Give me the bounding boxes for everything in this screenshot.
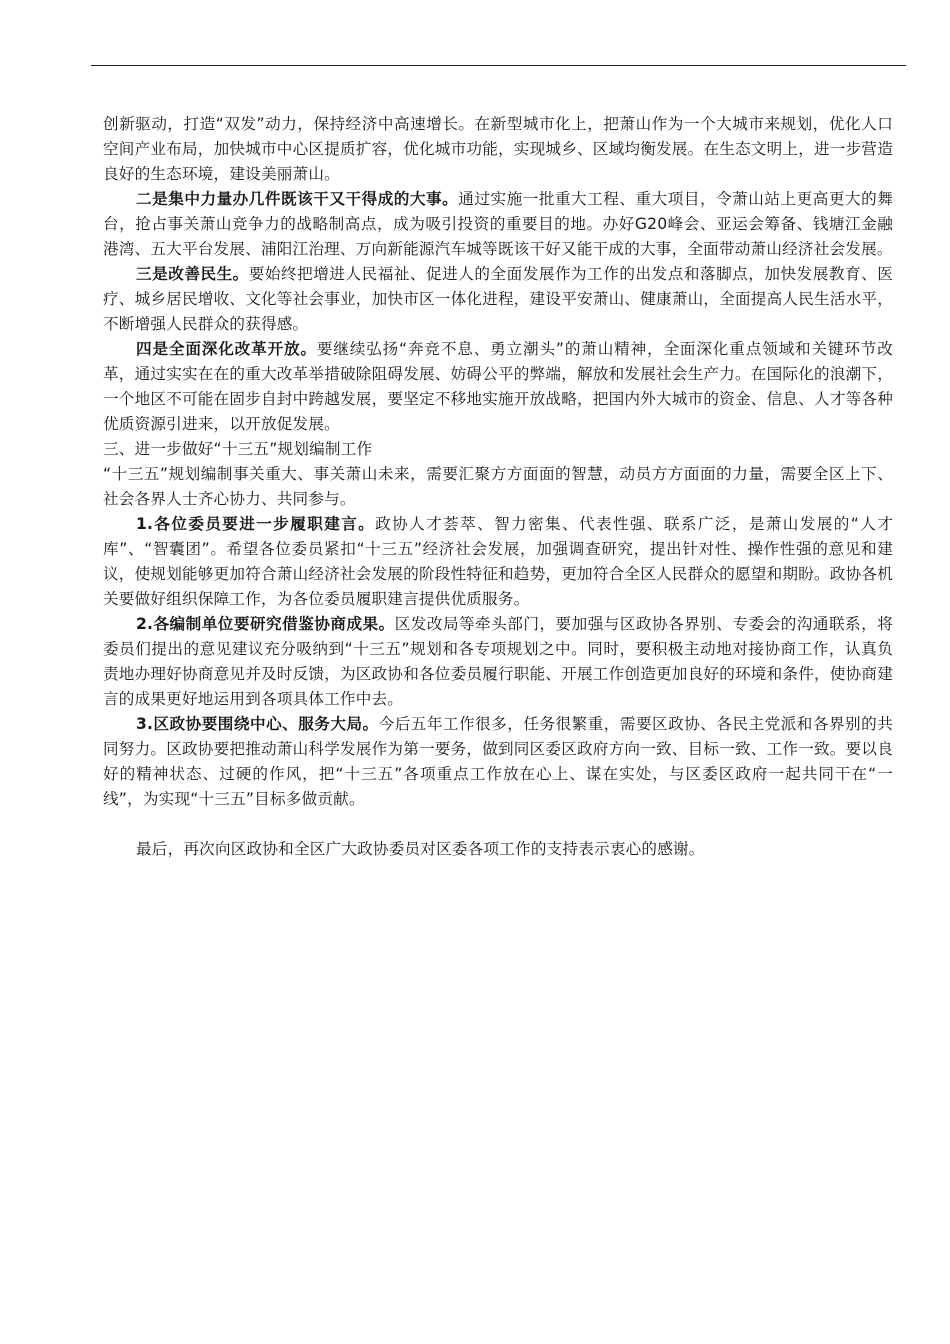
paragraph-livelihood — [103, 262, 893, 337]
paragraph-text: 今后五年工作很多，任务很繁重，需要区政协、各民主党派和各界别的共同努力。区政协要把推动萧山科学发展作为第一要务，做到同区委区政府方向一致、目标一致、工作一致。要以良好的精神状态、过硬的作风，把“十三五”各项重点工作放在心上、谋在实处，与区委区政府一起共同干在“一线”，为实现“十三五”目标多做贡献。 — [103, 715, 893, 808]
header-rule — [91, 65, 906, 66]
section-heading-text: 三、进一步做好“十三五”规划编制工作 — [103, 440, 373, 458]
paragraph-text: 要始终把增进人民福祉、促进人的全面发展作为工作的出发点和落脚点，加快发展教育、医疗、城乡居民增收、文化等社会事业，加快市区一体化进程，建设平安萧山、健康萧山，全面提高人民生活水平，不断增强人民群众的获得感。 — [103, 265, 893, 333]
paragraph-text: “十三五”规划编制事关重大、事关萧山未来，需要汇聚方方面面的智慧，动员方方面面的力量，需要全区上下、社会各界人士齐心协力、共同参与。 — [103, 465, 893, 508]
paragraph-innovation-drive — [103, 112, 893, 187]
document-body — [103, 112, 893, 862]
paragraph-members-advice — [103, 512, 893, 612]
paragraph-plan-overview — [103, 462, 893, 512]
section-heading-three — [103, 437, 893, 462]
paragraph-heading: 二是集中力量办几件既该干又干得成的大事。 — [136, 190, 459, 208]
paragraph-text: 最后，再次向区政协和全区广大政协委员对区委各项工作的支持表示衷心的感谢。 — [136, 840, 705, 858]
paragraph-text: 通过实施一批重大工程、重大项目，令萧山站上更高更大的舞台，抢占事关萧山竞争力的战略制高点，成为吸引投资的重要目的地。办好G20峰会、亚运会筹备、钱塘江金融港湾、五大平台发展、浦阳江治理、万向新能源汽车城等既该干好又能干成的大事，全面带动萧山经济社会发展。 — [103, 190, 893, 258]
paragraph-heading: 三是改善民生。 — [136, 265, 249, 283]
paragraph-heading: 2.各编制单位要研究借鉴协商成果。 — [136, 615, 395, 633]
paragraph-major-projects — [103, 187, 893, 262]
paragraph-text: 区发改局等牵头部门，要加强与区政协各界别、专委会的沟通联系，将委员们提出的意见建议充分吸纳到“十三五”规划和各专项规划之中。同时，要积极主动地对接协商工作，认真负责地办理好协商意见并及时反馈，为区政协和各位委员履行职能、开展工作创造更加良好的环境和条件，使协商建言的成果更好地运用到各项具体工作中去。 — [103, 615, 893, 708]
paragraph-heading: 四是全面深化改革开放。 — [136, 340, 317, 358]
paragraph-text: 创新驱动，打造“双发”动力，保持经济中高速增长。在新型城市化上，把萧山作为一个大城市来规划，优化人口空间产业布局，加快城市中心区提质扩容，优化城市功能，实现城乡、区域均衡发展。在生态文明上，进一步营造良好的生态环境，建设美丽萧山。 — [103, 115, 893, 183]
paragraph-gap — [103, 812, 893, 837]
paragraph-text: 要继续弘扬“奔竞不息、勇立潮头”的萧山精神，全面深化重点领域和关键环节改革，通过实实在在的重大改革举措破除阻碍发展、妨碍公平的弊端，解放和发展社会生产力。在国际化的浪潮下，一个地区不可能在固步自封中跨越发展，要坚定不移地实施开放战略，把国内外大城市的资金、信息、人才等各种优质资源引进来，以开放促发展。 — [103, 340, 894, 433]
paragraph-cppcc-service — [103, 712, 893, 812]
paragraph-units-consultation — [103, 612, 893, 712]
paragraph-text: 政协人才荟萃、智力密集、代表性强、联系广泛，是萧山发展的“人才库”、“智囊团”。希望各位委员紧扣“十三五”经济社会发展，加强调查研究，提出针对性、操作性强的意见和建议，使规划能够更加符合萧山经济社会发展的阶段性特征和趋势，更加符合全区人民群众的愿望和期盼。政协各机关要做好组织保障工作，为各位委员履职建言提供优质服务。 — [103, 515, 893, 608]
paragraph-heading: 3.区政协要围绕中心、服务大局。 — [136, 715, 379, 733]
paragraph-heading: 1.各位委员要进一步履职建言。 — [136, 515, 376, 533]
paragraph-reform-opening — [103, 337, 893, 437]
paragraph-closing-thanks — [103, 837, 893, 862]
